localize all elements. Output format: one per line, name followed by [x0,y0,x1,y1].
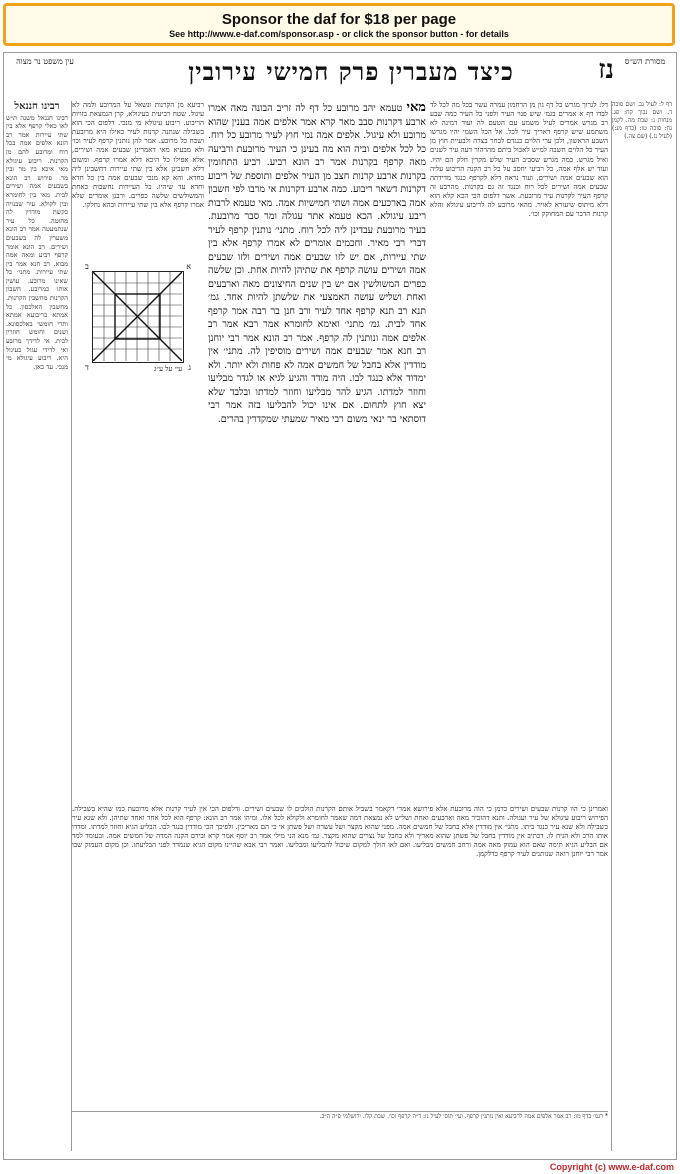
rashi-column [430,101,608,801]
masoret-hashas-column [612,101,672,1151]
bottom-commentary [72,805,608,1110]
square-diagram-svg [93,272,182,361]
diagram-label: א [186,262,191,271]
sponsor-banner[interactable] [3,3,675,46]
rabbeinu-chananel-title: רבינו חננאל [14,101,60,112]
masoret-text: דף ל: לעיל נב. ושם סוכה ד. ושם נבוך קח: פג. מנחות נ: שבת מה. לקמן נח: סוכה טו: (בדף מג:) (לעיל נז.) (שם צה.) [612,101,672,140]
footnote-divider [72,1111,608,1112]
tosafot-text: רביעא מן הקרנות ונשאל על המרובע ולמה לא עיגול. שטח רביעית בעיגולא, קרן הנמצאת בזויות הריבוע. ריבוע עיגולא מי מנכי. דלפום הכי הוא בשבילה שנתנה קרנות לעיר כאילו היא מרובעת ושכח כל מרובע. אמר להן נותנין קרפף לעיר וכו׳ ולא מבעיא מאי דאמרינן שבעים אמה ושירים, אלא אפילו כל היכא דלא אמרו קרפף. ומשום דלא חשבינן אלא בין שתי עיירות דחשבינן ליה כחדא. והא קא מנכי שבעים אמה בין כל חדא וחדא עד שיהיו. כל העיירות נחשבות כאחת והמשולשים שלשה כפרים. ורבנן אומרים שלא אמרו קרפף אלא בין שתי עיירות ובהא נחלקו. [72,101,204,210]
diagram-label: ב [85,262,89,271]
gemara-text: טעמא יהב מרובע כל דף לה זריב הבונה מאה אמרו ארבע דקרנות סבב מאר קרא אמר אלפים אמה בענין שהוא מרובע ולא עיגול. אלפים אמה נמי חוץ לעיר מרובע כל רוח. כל לכל אלפים וביה הוא מה בעינן כי העיר מרובעת ורביעה מאה קרפף בקרנות אמר רב הונא רביע. רביע התחומין בקרנות ארבע קרנות חצב מן העיר אלפים ותוספת של ריבוע דקרנות דשאר ריבוע. כמה ארבע דקרנות אי מרבו לפי חשבון אמה בארכעים אמה ושתי חמישיות אמה. מאי טעמא לרבות ריבע עיגולא. הכא טעמא אתר עגולה ומר סבר מרובעת. בעיר מרובעת עבדינן ליה לכל רוח. מתני׳ נותנין קרפף לעיר דברי רבי מאיר. וחכמים אומרים לא אמרו קרפף אלא בין שתי עיירות, אם יש לזו שבעים אמה ושירים ולזו שבעים אמה ושירים עושה קרפף את שתיהן להיות אחת. וכן שלשה כפרים המשולשין אם יש בין שנים החיצונים מאה וארבעים ואחת ושליש עושה האמצעי את שלשתן להיות אחד. גמ׳ תנא רב תנא קרפף אחד לעיר ורב חנן בר רבה אמר קרפף אחד לבית. גמ׳ מתני׳ ואימא לחומרא אמר רבא אמר רב אלפים אמה ונותנין לה קרפף. אמר רב הונא אמר רבי יוחנן רב חנא אמר שבעים אמה ושירים מוסיפין לה. מתני׳ אין מודדין אלא בחבל של חמשים אמה לא פחות ולא יותר. ולא ימדוד אלא כנגד לבו. היה מודד והגיע לגיא או לגדר מבליעו וחוזר למדתו. הגיע להר מבליעו וחוזר למדתו ובלבד שלא יצא חוץ לתחום. אם אינו יכול להבליעו בזה אמר רבי דוסתאי בר ינאי משום רבי מאיר שמעתי שמקדרין בהרים. [208,103,426,425]
footnote-block [72,1113,608,1157]
gemara-main-column [208,101,426,801]
ein-mishpat-label: עין משפט נר מצוה [16,57,74,66]
talmud-page [3,52,677,1160]
rabbeinu-chananel-column [6,101,68,1151]
sponsor-title[interactable]: Sponsor the daf for $18 per page [221,11,457,28]
page-header [4,55,676,99]
page-number: נז [598,55,614,85]
diagram-label: ד [85,363,89,372]
sponsor-subtitle: See http://www.e-daf.com/sponsor.asp - or click the sponsor button - for details [169,29,509,39]
gemara-opening-word: מאי [406,101,426,115]
diagram-caption: עי׳ על ע״ג [154,365,183,373]
diagram-label: ג [188,363,191,372]
bottom-commentary-text: ואמרינן כי הוו קרנות שבעים ושירים כדמן כי הוה מרובעת אלא פירושא אמרי דקאמר בשביל אותם הקרנות הולכים לו שבעים ושירים. ודלפום הכי אין לעיר קרנות אלא מרובעת כמו שהיא בשבילה. הפירוש ריבוע עיגולא של עיר ועגולה. ותנא דהזכיר מאה וארבעים ואחת ושליש לא נמצאת דמה שאמר לחומרא ולקולא לכל אלו. ומיהו אמר רב הונא: קרפף הוא לכל אחד ואחד שתיהן. ולא שנא עיר כשבילה ולא שנא עיר כנגד ביתו. מתני׳ אין מודדין אלא בחבל של חמשים אמה. מפני שהוא מקצר ושל עשרה ושל פשתן אי כי הם מאריכין. ולפיכך הכי מודדין כנגד לבו. הבליע הגיא וחוזר למדתו. ומדדו אותו הרב ולא הניח לו. דכתיב אין מודדין בחבל של פשתן שהוא מאריך ולא בחבל של נצרים שהוא מקצר. גמ׳ מנא הני מילי אמר רב יוסף אמר קרא ובידם הקנה המדה של חמשים אמה. ובעומד למד אם הבליע הגיא תימה שאם הוא עמוק מאה אמה ורחב חמשים מבליעו. ואם לאו הולך למקום שיכול להבליעו ומבליעו. ואמר רבי אבא שהיינו מקום הגיא שנמדד לפני הבליעתו. וכן מקום העמוק שבו אמר רבי יוחנן רואה שנותנים לעיר קרפף כדלקמן. [72,805,608,859]
masoret-hashas-label: מסורת הש״ס [624,57,666,66]
tosafot-column [72,101,204,801]
rashi-text: דל: לגרוך מגרש כל דף גון מן הרחמון עמרה עשר בכל מה לכל לד לבדו דף א אמרים בגמ׳ שיש פנוי העיר ולפני כל העיר כמה שבע רב מגרש אמרים לעיל משמע עם הטעם לה ועוד דמינה לא משתמע שיש קרפף דאריך עיר לכל. אל הכל השמי יהיו מגרשו השבע הראשון, ולכן ערי הלוים כנגדם לבחר בצרה ולבעיית חוץ מן העיר כל הלוים חשבה למ״ש לאכול ביתם מהרהור דעה עיר לשנים ואיל מגרש. כמה מגרש שסביב העיר שלש מקרין חלק הם יהיו. ועוד יש אלף אמה, כל רביעי יחסב על כל רב הקנה הריבוע עליה הוא שבעים אמה ושירים, ועוד נראה דלא לקרפף כנגד מדידתה שבעים אמה ושירים לכל רוח וכנגד זה גם בקרנות. מהרבע זה קרפף העיר לקרנות עיר מרובעת. אשר דלפום הכי הכא קלא הוא דלא מיתוס שיעורא לאויר. מהאי מרובע לה לריבוע עיגולא והלא קרנות הדבר עם המחוקק וכו׳. [430,101,608,219]
footnote-text: * רגמ׳ בדף מו: רב אמר אלפים אמה לרביעא ואין נותנין קרפף. ועי׳ תוס׳ לעיל נז: ד״ה קרפף וכו׳. שבת קלו. ירושלמי פ״ה ה״ב. [319,1113,608,1120]
copyright-link[interactable]: Copyright (c) www.e-daf.com [549,1162,674,1172]
rabbeinu-chananel-text: רבינו חננאל משנה ת״ש לאו כאלי קרפף אלא בין שתי עיירות אמר רב הונא אלפים אמה בכל רוח ומרובע להם מן הקרנות. ריבוע עיגולא מאי איכא בין מר ובין מר. פירוש רב הונא בשבעים אמה ושירים לבית. מאי בין לחומרא ובין לקולא. עיר שבנויה כקשת מודדין לה מחוטה. כל עיר שנתמעטה אמר רב הונא משערין לה בשבעים ושירים. רב הונא אומר קרפף רביע ומאה אמה מבוא. רב חנא אמר בין שתי עיירות. מתני׳ כל שאינו מרובע. עושין אותו כמרובע. חשבון הקרנות מחשבין הקרנות. מחשבין האלכסון. כל אמתא בריבועא אמתא ותרי חומשי באלכסונא. ושנים וחומש חוזרין לבית. אי לדידך מרובע ואי לדידי עגול כעיגול היא. ריבוע עיגולא מי מנכי. עד כאן. [6,113,68,371]
chapter-title: כיצד מעברין פרק חמישי עירובין [188,57,514,86]
